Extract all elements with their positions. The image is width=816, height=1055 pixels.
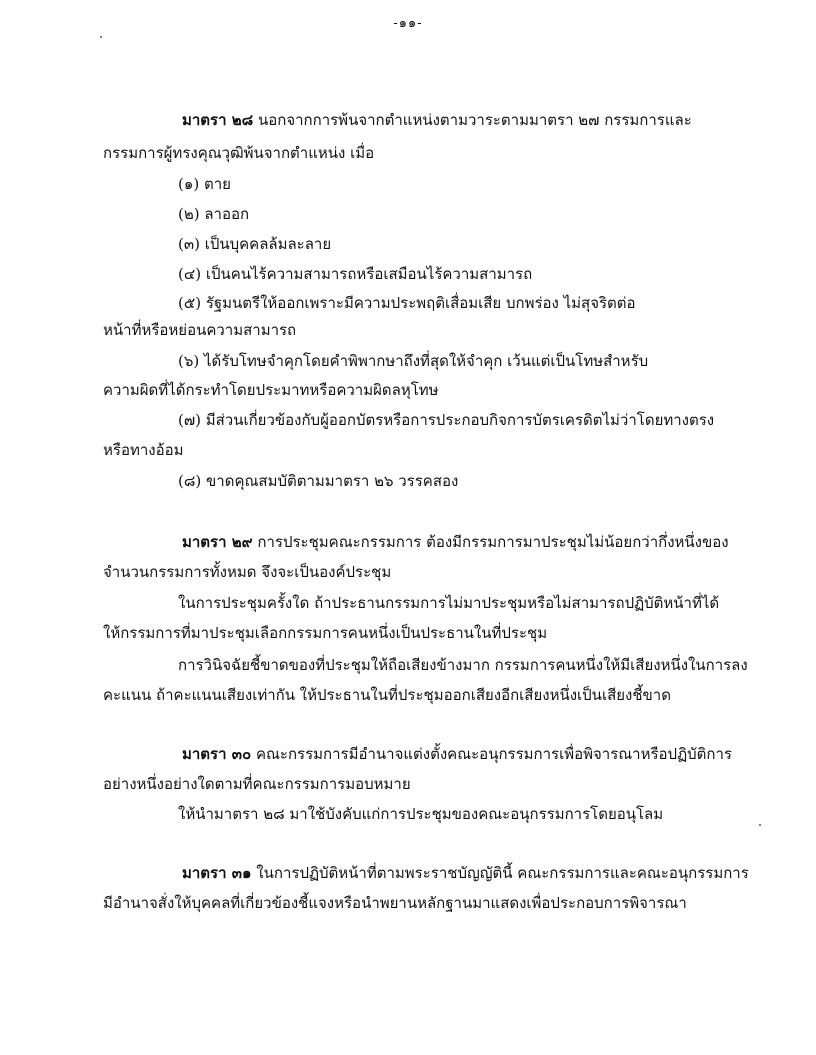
section-31-keyword: มาตรา ๓๑ <box>182 864 252 882</box>
page-number: -๑๑- <box>393 16 423 31</box>
list-item: (๓) เป็นบุคคลล้มละลาย <box>178 235 332 253</box>
scan-speck <box>100 36 102 38</box>
list-item: (๖) ได้รับโทษจำคุกโดยคำพิพากษาถึงที่สุดให้จำคุก เว้นแต่เป็นโทษสำหรับ <box>178 352 649 370</box>
section-29-keyword: มาตรา ๒๙ <box>182 533 253 551</box>
list-item-continuation: หรือทางอ้อม <box>103 441 184 459</box>
paragraph-line: คะแนน ถ้าคะแนนเสียงเท่ากัน ให้ประธานในที่ประชุมออกเสียงอีกเสียงหนึ่งเป็นเสียงชี้ขาด <box>103 686 671 704</box>
paragraph-line: การวินิจฉัยชี้ขาดของที่ประชุมให้ถือเสียงข้างมาก กรรมการคนหนึ่งให้มีเสียงหนึ่งในการลง <box>178 656 748 674</box>
list-item: (๔) เป็นคนไร้ความสามารถหรือเสมือนไร้ความสามารถ <box>178 265 533 283</box>
section-30-first-line <box>182 745 732 763</box>
section-31-continuation: มีอำนาจสั่งให้บุคคลที่เกี่ยวข้องชี้แจงหรือนำพยานหลักฐานมาแสดงเพื่อประกอบการพิจารณา <box>103 894 687 912</box>
section-29-text: การประชุมคณะกรรมการ ต้องมีกรรมการมาประชุมไม่น้อยกว่ากึ่งหนึ่งของ <box>252 533 729 551</box>
list-item: (๘) ขาดคุณสมบัติตามมาตรา ๒๖ วรรคสอง <box>178 472 459 490</box>
section-29-continuation: จำนวนกรรมการทั้งหมด จึงจะเป็นองค์ประชุม <box>103 563 392 581</box>
section-28-continuation: กรรมการผู้ทรงคุณวุฒิพ้นจากตำแหน่ง เมื่อ <box>103 144 375 162</box>
paragraph-line: ให้กรรมการที่มาประชุมเลือกกรรมการคนหนึ่งเป็นประธานในที่ประชุม <box>103 624 548 642</box>
section-28-text: นอกจากการพ้นจากตำแหน่งตามวาระตามมาตรา ๒๗ กรรมการและ <box>253 111 692 129</box>
section-31-first-line <box>182 864 749 882</box>
paragraph-line: ให้นำมาตรา ๒๘ มาใช้บังคับแก่การประชุมของคณะอนุกรรมการโดยอนุโลม <box>178 805 664 823</box>
list-item-continuation: ความผิดที่ได้กระทำโดยประมาทหรือความผิดลหุโทษ <box>103 381 439 399</box>
paragraph-line: ในการประชุมครั้งใด ถ้าประธานกรรมการไม่มาประชุมหรือไม่สามารถปฏิบัติหน้าที่ได้ <box>178 594 720 612</box>
scan-speck <box>759 824 761 826</box>
list-item: (๗) มีส่วนเกี่ยวข้องกับผู้ออกบัตรหรือการประกอบกิจการบัตรเครดิตไม่ว่าโดยทางตรง <box>178 411 715 429</box>
section-30-keyword: มาตรา ๓๐ <box>182 745 252 763</box>
section-29-first-line <box>182 533 729 551</box>
section-30-continuation: อย่างหนึ่งอย่างใดตามที่คณะกรรมการมอบหมาย <box>103 775 411 793</box>
section-30-text: คณะกรรมการมีอำนาจแต่งตั้งคณะอนุกรรมการเพื่อพิจารณาหรือปฏิบัติการ <box>251 745 732 763</box>
section-31-text: ในการปฏิบัติหน้าที่ตามพระราชบัญญัตินี้ คณะกรรมการและคณะอนุกรรมการ <box>251 864 749 882</box>
section-28-first-line <box>182 111 692 129</box>
list-item: (๑) ตาย <box>178 175 231 193</box>
section-28-keyword: มาตรา ๒๘ <box>182 111 254 129</box>
list-item-continuation: หน้าที่หรือหย่อนความสามารถ <box>103 321 297 339</box>
list-item: (๕) รัฐมนตรีให้ออกเพราะมีความประพฤติเสื่อมเสีย บกพร่อง ไม่สุจริตต่อ <box>178 294 636 312</box>
list-item: (๒) ลาออก <box>178 205 250 223</box>
